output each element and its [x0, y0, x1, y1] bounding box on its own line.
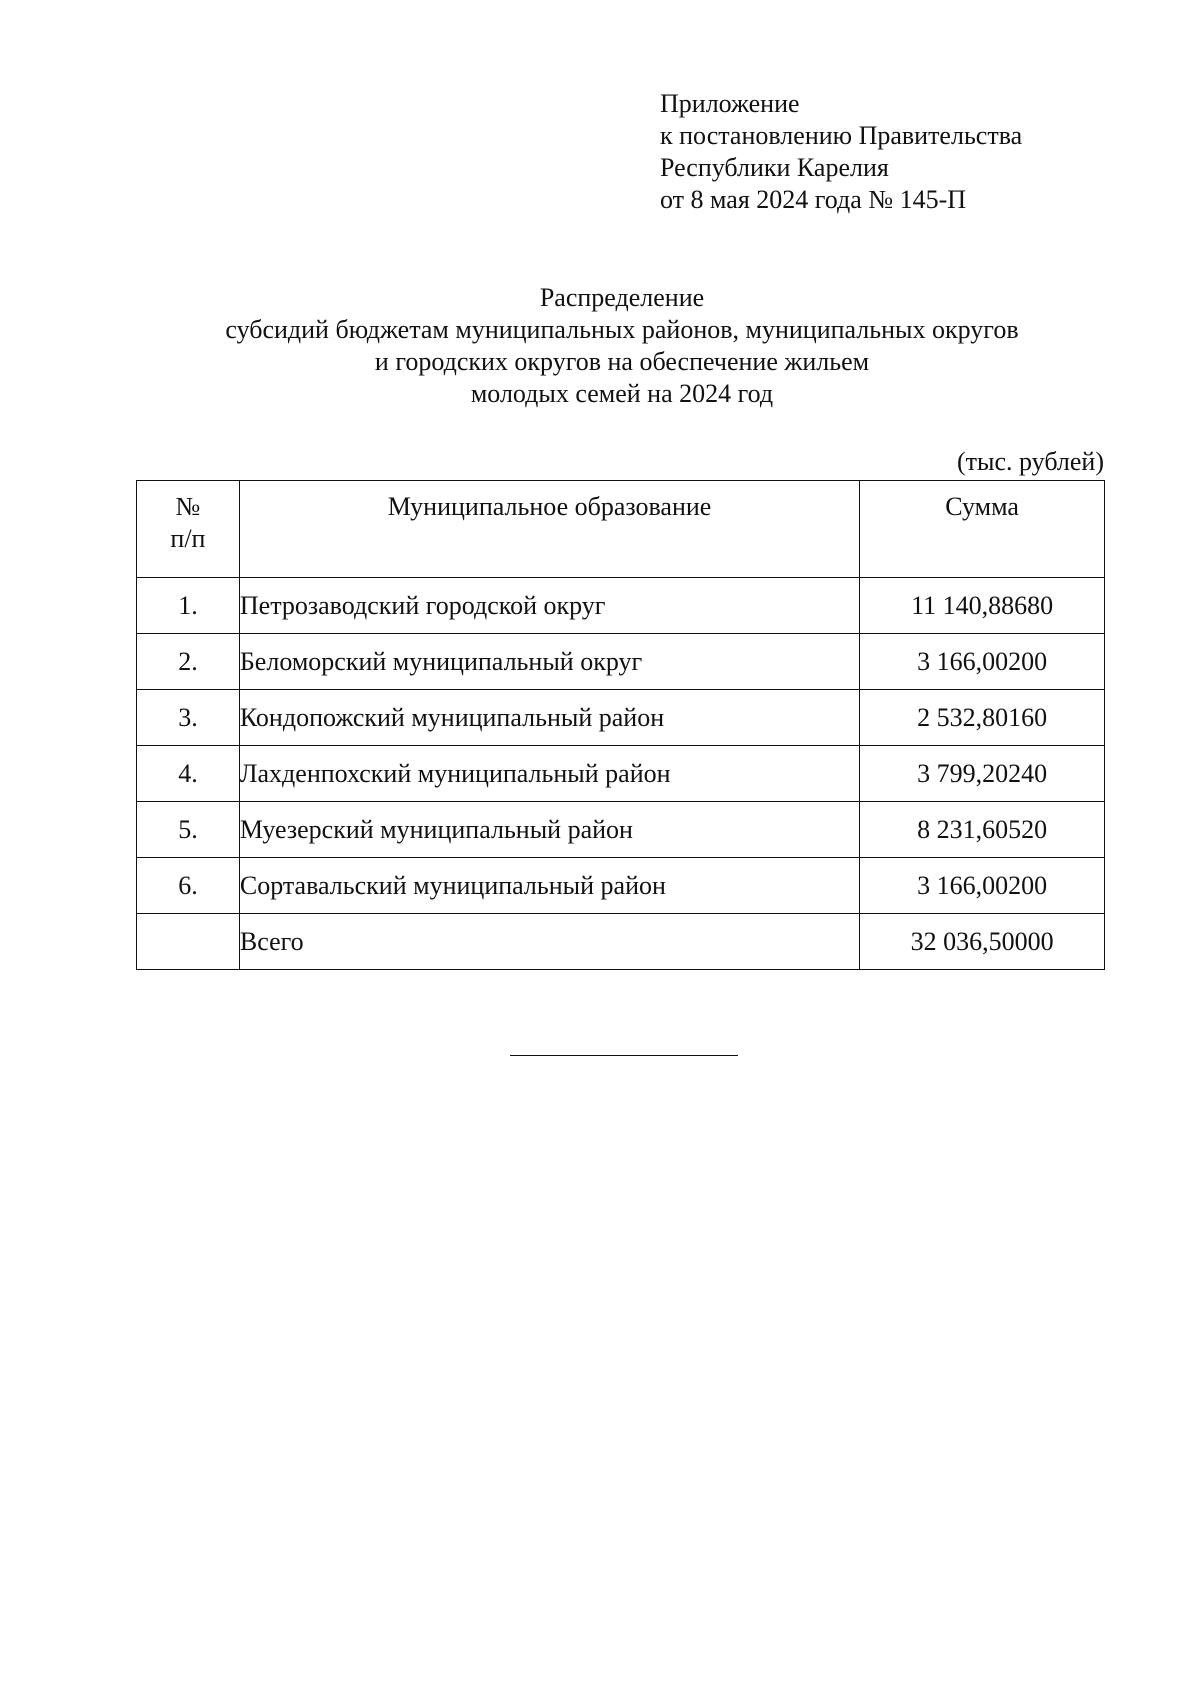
appendix-block: [660, 88, 1022, 216]
table-header-row: [137, 481, 1105, 578]
row-sum: 3 166,00200: [860, 858, 1105, 914]
header-sum: Сумма: [860, 481, 1105, 578]
total-label: Всего: [239, 914, 859, 970]
row-number: 1.: [137, 578, 240, 634]
row-number: 5.: [137, 802, 240, 858]
appendix-line: к постановлению Правительства: [660, 121, 1023, 150]
row-number: 2.: [137, 634, 240, 690]
row-number: 4.: [137, 746, 240, 802]
title-line: Распределение: [539, 283, 705, 312]
title-line: и городских округов на обеспечение жильем: [374, 347, 870, 376]
row-number: 3.: [137, 690, 240, 746]
total-sum: 32 036,50000: [860, 914, 1105, 970]
row-municipality: Сортавальский муниципальный район: [239, 858, 859, 914]
row-municipality: Лахденпохский муниципальный район: [239, 746, 859, 802]
row-number: 6.: [137, 858, 240, 914]
table-row: [137, 690, 1105, 746]
row-municipality: Петрозаводский городской округ: [239, 578, 859, 634]
appendix-line: от 8 мая 2024 года № 145-П: [660, 185, 967, 214]
allocation-table: [136, 480, 1105, 970]
row-sum: 11 140,88680: [860, 578, 1105, 634]
appendix-line: Республики Карелия: [660, 153, 889, 182]
title-line: молодых семей на 2024 год: [470, 379, 774, 408]
table-row: [137, 858, 1105, 914]
appendix-line: Приложение: [660, 89, 800, 118]
total-number: [137, 914, 240, 970]
row-sum: 3 166,00200: [860, 634, 1105, 690]
row-sum: 8 231,60520: [860, 802, 1105, 858]
table-row: [137, 802, 1105, 858]
closing-rule: [510, 1055, 738, 1056]
row-sum: 3 799,20240: [860, 746, 1105, 802]
row-sum: 2 532,80160: [860, 690, 1105, 746]
header-municipality: Муниципальное образование: [239, 481, 859, 578]
table-row: [137, 634, 1105, 690]
row-municipality: Беломорский муниципальный округ: [239, 634, 859, 690]
table-row: [137, 578, 1105, 634]
table-row: [137, 746, 1105, 802]
header-number-abbr: п/п: [170, 524, 206, 553]
units-note: (тыс. рублей): [956, 447, 1104, 476]
title-line: субсидий бюджетам муниципальных районов, муниципальных округов: [225, 315, 1019, 344]
row-municipality: Кондопожский муниципальный район: [239, 690, 859, 746]
header-number: [137, 481, 240, 578]
header-number-sign: №: [175, 492, 201, 521]
table-total-row: [137, 914, 1105, 970]
document-title: [0, 282, 1200, 410]
row-municipality: Муезерский муниципальный район: [239, 802, 859, 858]
